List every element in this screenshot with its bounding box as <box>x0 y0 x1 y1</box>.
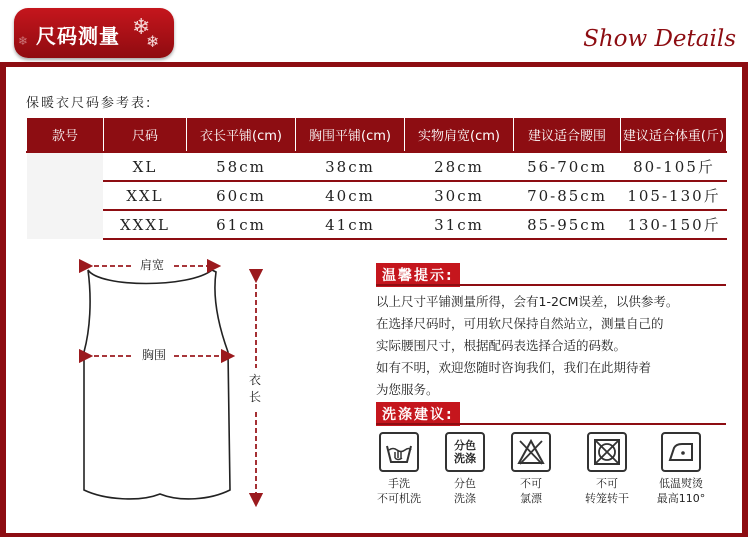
table-cell: 105-130斤 <box>621 181 727 210</box>
column-header: 胸围平铺(cm) <box>296 118 405 153</box>
no-bleach-icon <box>511 432 551 472</box>
table-cell: 30cm <box>405 181 514 210</box>
section-title: 尺码测量 <box>36 24 120 48</box>
care-item <box>500 432 562 506</box>
separate-wash-icon: 分色 洗涤 <box>445 432 485 472</box>
tips-divider <box>376 284 726 286</box>
care-label: 不可机洗 <box>377 492 421 505</box>
washing-divider <box>376 423 726 425</box>
table-header-row <box>27 118 727 153</box>
column-header: 尺码 <box>104 118 187 153</box>
hand-wash-icon <box>379 432 419 472</box>
no-tumble-dry-icon <box>587 432 627 472</box>
column-header: 衣长平铺(cm) <box>187 118 296 153</box>
table-cell: XL <box>104 152 187 181</box>
length-label: 衣 长 <box>249 373 262 404</box>
column-header: 建议适合体重(斤) <box>621 118 727 153</box>
care-item <box>650 432 712 506</box>
tips-text <box>376 291 726 401</box>
table-row <box>27 181 727 210</box>
care-label: 手洗 <box>388 477 410 490</box>
low-iron-icon <box>661 432 701 472</box>
table-cell: 85-95cm <box>514 210 621 239</box>
table-cell: 56-70cm <box>514 152 621 181</box>
size-table <box>26 117 727 240</box>
tip-line: 在选择尺码时，可用软尺保持自然站立，测量自己的 <box>376 316 664 331</box>
care-label: 转笼转干 <box>585 492 629 505</box>
table-cell: 70-85cm <box>514 181 621 210</box>
washing-title: 洗涤建议: <box>376 402 460 426</box>
care-label: 低温熨烫 <box>659 477 703 490</box>
right-border <box>742 62 748 537</box>
column-header: 建议适合腰围 <box>514 118 621 153</box>
care-item <box>576 432 638 506</box>
snowflake-icon: ❄ <box>146 32 160 51</box>
care-item <box>368 432 430 506</box>
left-border <box>0 62 6 537</box>
table-cell: 38cm <box>296 152 405 181</box>
care-label: 不可 <box>520 477 542 490</box>
snowflake-icon: ❄ <box>18 34 29 48</box>
care-label: 最高110° <box>656 492 706 505</box>
table-cell: 28cm <box>405 152 514 181</box>
tip-line: 为您服务。 <box>376 382 439 397</box>
show-details-title: Show Details <box>583 26 736 52</box>
column-header: 实物肩宽(cm) <box>405 118 514 153</box>
tip-line: 以上尺寸平铺测量所得，会有1-2CM误差，以供参考。 <box>376 294 679 309</box>
table-cell: 61cm <box>187 210 296 239</box>
table-cell: 60cm <box>187 181 296 210</box>
table-cell: 130-150斤 <box>621 210 727 239</box>
section-tab <box>14 8 174 58</box>
table-caption: 保暖衣尺码参考表: <box>26 96 153 111</box>
vest-diagram <box>60 250 280 528</box>
table-cell: XXXL <box>104 210 187 239</box>
table-cell: 31cm <box>405 210 514 239</box>
table-cell: XXL <box>104 181 187 210</box>
table-cell: 41cm <box>296 210 405 239</box>
care-label: 不可 <box>596 477 618 490</box>
table-row <box>27 152 727 181</box>
care-item <box>434 432 496 506</box>
vest-outline <box>84 270 230 499</box>
care-label: 分色 <box>454 477 476 490</box>
chest-label: 胸围 <box>142 348 167 362</box>
snowflake-icon: ❄ <box>132 15 151 40</box>
style-number-cell <box>27 152 104 239</box>
care-label: 洗涤 <box>454 492 476 505</box>
tips-title: 温馨提示: <box>376 263 460 287</box>
bottom-border <box>0 533 748 537</box>
tip-line: 实际腰围尺寸，根据配码表选择合适的码数。 <box>376 338 627 353</box>
care-label: 氯漂 <box>520 492 542 505</box>
table-cell: 80-105斤 <box>621 152 727 181</box>
shoulder-label: 肩宽 <box>140 258 165 272</box>
table-cell: 40cm <box>296 181 405 210</box>
table-row <box>27 210 727 239</box>
table-cell: 58cm <box>187 152 296 181</box>
column-header: 款号 <box>27 118 104 153</box>
tip-line: 如有不明，欢迎您随时咨询我们，我们在此期待着 <box>376 360 652 375</box>
header-divider <box>0 62 748 67</box>
